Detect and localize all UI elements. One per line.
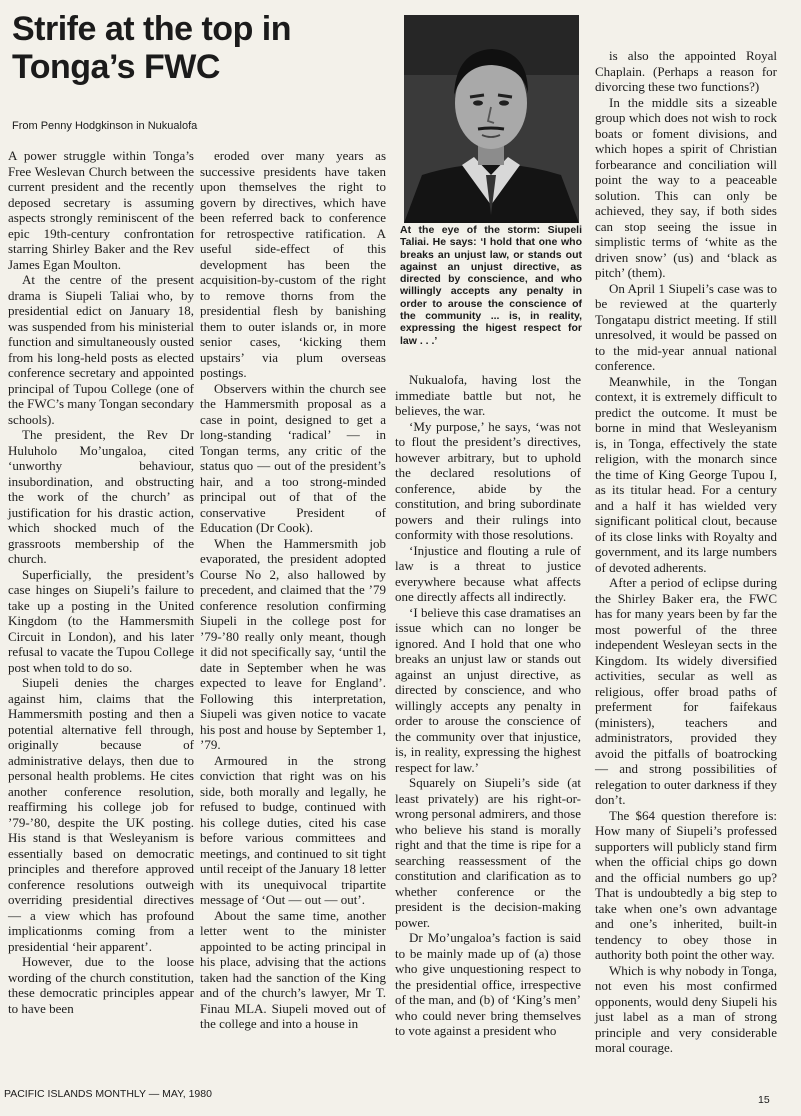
paragraph: Observers within the church see the Hammersmith proposal as a case in point, designed to get a long-standing ‘radical’ — in Tongan terms, any critic of the status quo — out of the president’s hair, and a too strong-minded principal out of that of the conservative President of Education (Dr Cook). [200,380,386,535]
paragraph: Which is why nobody in Tonga, not even his most confirmed opponents, would deny Siupeli his just label as a man of strong principle and very considerable moral courage. [595,962,777,1055]
paragraph: ‘My purpose,’ he says, ‘was not to flout the president’s directives, however arbitrary, but to uphold the declared resolutions of conference, abide by the constitution, and bring subordinate powers and their rulings into conformity with those resolutions. [395,418,581,542]
paragraph: However, due to the loose wording of the church constitution, these democratic principles appear to have been [8,954,194,1016]
portrait-photo [404,15,579,223]
paragraph: The $64 question therefore is: How many of Siupeli’s professed supporters will publicly stand firm when the official chips go down and the official numbers go up? That is undoubtedly a big step to take when one’s own advantage and one’s inherited, built-in tendency to obey those in authority both point the other way. [595,807,777,962]
paragraph: About the same time, another letter went to the minister appointed to be acting principal in his place, advising that the actions taken had the sanction of the King and of the church’s lawyer, Mr T. Finau MLA. Siupeli moved out of the college and into a house in [200,907,386,1031]
column-1 [8,148,194,1016]
paragraph: The president, the Rev Dr Huluholo Mo’ungaloa, cited ‘unworthy behaviour, insubordination, and obstructing the work of the church’ as justification for his drastic action, which shocked much of the grassroots membership of the church. [8,427,194,566]
paragraph: When the Hammersmith job evaporated, the president adopted Course No 2, also hallowed by precedent, and claimed that the ’79 conference resolution confirming Siupeli in the college post for ’79-’80 really only meant, though it did not specifically say, ‘until the date in September when he was expected to leave for England’. Following this interpretation, Siupeli was given notice to vacate his post and house by September 1, ’79. [200,535,386,752]
paragraph: eroded over many years as successive presidents have taken upon themselves the right to govern by directives, which have been referred back to conference for retrospective ratification. A useful side-effect of this development has been the acquisition-by-custom of the right to remove thorns from the presidential flesh by banishing them to outer islands or, in more senior cases, ‘kicking them upstairs’ via plum overseas postings. [200,148,386,380]
paragraph: At the centre of the present drama is Siupeli Taliai who, by presidential edict on January 18, was suspended from his ministerial function and simultaneously ousted from his long-held posts as elected conference secretary and appointed principal of Tupou College (one of the FWC’s many Tongan secondary schools). [8,272,194,427]
paragraph: Dr Mo’ungaloa’s faction is said to be mainly made up of (a) those who give unquestioning respect to the presidential office, irrespective of the man, and (b) of ‘King’s men’ who could never bring themselves to vote against a president who [395,930,581,1038]
paragraph: Superficially, the president’s case hinges on Siupeli’s failure to take up a posting in the United Kingdom (to the Hammersmith Circuit in London), and his later refusal to vacate the Tupou College post when told to do so. [8,566,194,675]
column-4 [595,48,777,1056]
column-3 [395,372,581,1039]
paragraph: After a period of eclipse during the Shirley Baker era, the FWC has for many years been by far the most powerful of the three independent Wesleyan sects in the Kingdom. Its widely diversified activities, secular as well as religious, offer broad paths of preferment for faifekaus (ministers), teachers and administrators, provided they avoid the pitfalls of boatrocking — and strong possibilities of relegation to outer darkness if they don’t. [595,575,777,807]
paragraph: A power struggle within Tonga’s Free Weslevan Church between the current president and the recently deposed secretary is assuming aspects strongly reminiscent of the epic 19th-century confrontation starring Shirley Baker and the Rev James Egan Moulton. [8,148,194,272]
paragraph: Squarely on Siupeli’s side (at least privately) are his right-or-wrong personal admirers, and those who believe his stand is morally right and that the time is ripe for a searching reassessment of the constitution and clarification as to whether conference or the president is the decision-making power. [395,775,581,930]
paragraph: On April 1 Siupeli’s case was to be reviewed at the quarterly Tongatapu district meeting. If still unresolved, it would be passed on to the mid-year annual national conference. [595,280,777,373]
paragraph: Siupeli denies the charges against him, claims that the Hammersmith posting and then a potential alternative fell through, originally because of administrative delays, then due to personal health problems. He cites another conference resolution, reaffirming his college job for ’79-’80, despite the UK posting. His stand is that Wesleyanism is essentially based on democratic principles and therefore approved conference resolutions outweigh overriding presidential directives — a view which has profound implicationms coming from a presidential ‘heir apparent’. [8,675,194,954]
paragraph: Armoured in the strong conviction that right was on his side, both morally and legally, he refused to budge, continued with his college duties, cited his case before various committees and meetings, and continued to sit tight until receipt of the January 18 letter with its unequivocal tripartite message of ‘Out — out — out’. [200,752,386,907]
paragraph: Nukualofa, having lost the immediate battle but not, he believes, the war. [395,372,581,418]
headline: Strife at the top in Tonga’s FWC [12,10,291,86]
page-number: 15 [758,1094,770,1106]
paragraph: Meanwhile, in the Tongan context, it is extremely difficult to predict the outcome. It must be borne in mind that Wesleyanism is, in Tonga, effectively the state religion, with the monarch since the time of King George Tupou I, as its titular head. For a century and a half it has wielded very significant political clout, because of its close links with Royalty and government, and its large numbers of devoted adherents. [595,373,777,575]
byline: From Penny Hodgkinson in Nukualofa [12,120,198,132]
photo-caption: At the eye of the storm: Siupeli Taliai. He says: ‘I hold that one who breaks an unjust law, or stands out against an unjust directive, as directed by conscience, and who willingly accepts any penalty in order to arouse the conscience of the community ... is, in reality, expressing the higest respect for law . . .’ [400,224,582,347]
footer: PACIFIC ISLANDS MONTHLY — MAY, 1980 [4,1088,212,1100]
portrait-illustration [404,15,579,223]
paragraph: In the middle sits a sizeable group which does not wish to rock boats or foment divisions, and which hopes a spirit of Christian forbearance and conciliation will point the way to a peaceable solution. This can only be achieved, they say, if both sides can stop seeing the issue in simplistic terms of ‘white as the driven snow’ (us) and ‘black as pitch’ (them). [595,94,777,280]
paragraph: ‘Injustice and flouting a rule of law is a threat to justice everywhere because what affects one directly affects all indirectly. [395,542,581,604]
column-2 [200,148,386,1032]
paragraph: ‘I believe this case dramatises an issue which can no longer be ignored. And I hold that one who breaks an unjust law or stands out against an unjust directive, as directed by conscience, and who willingly accepts any penalty in order to arouse the conscience of the community over that injustice, is, in reality, expressing the highest respect for law.’ [395,604,581,775]
paragraph: is also the appointed Royal Chaplain. (Perhaps a reason for divorcing these two functions?) [595,48,777,94]
